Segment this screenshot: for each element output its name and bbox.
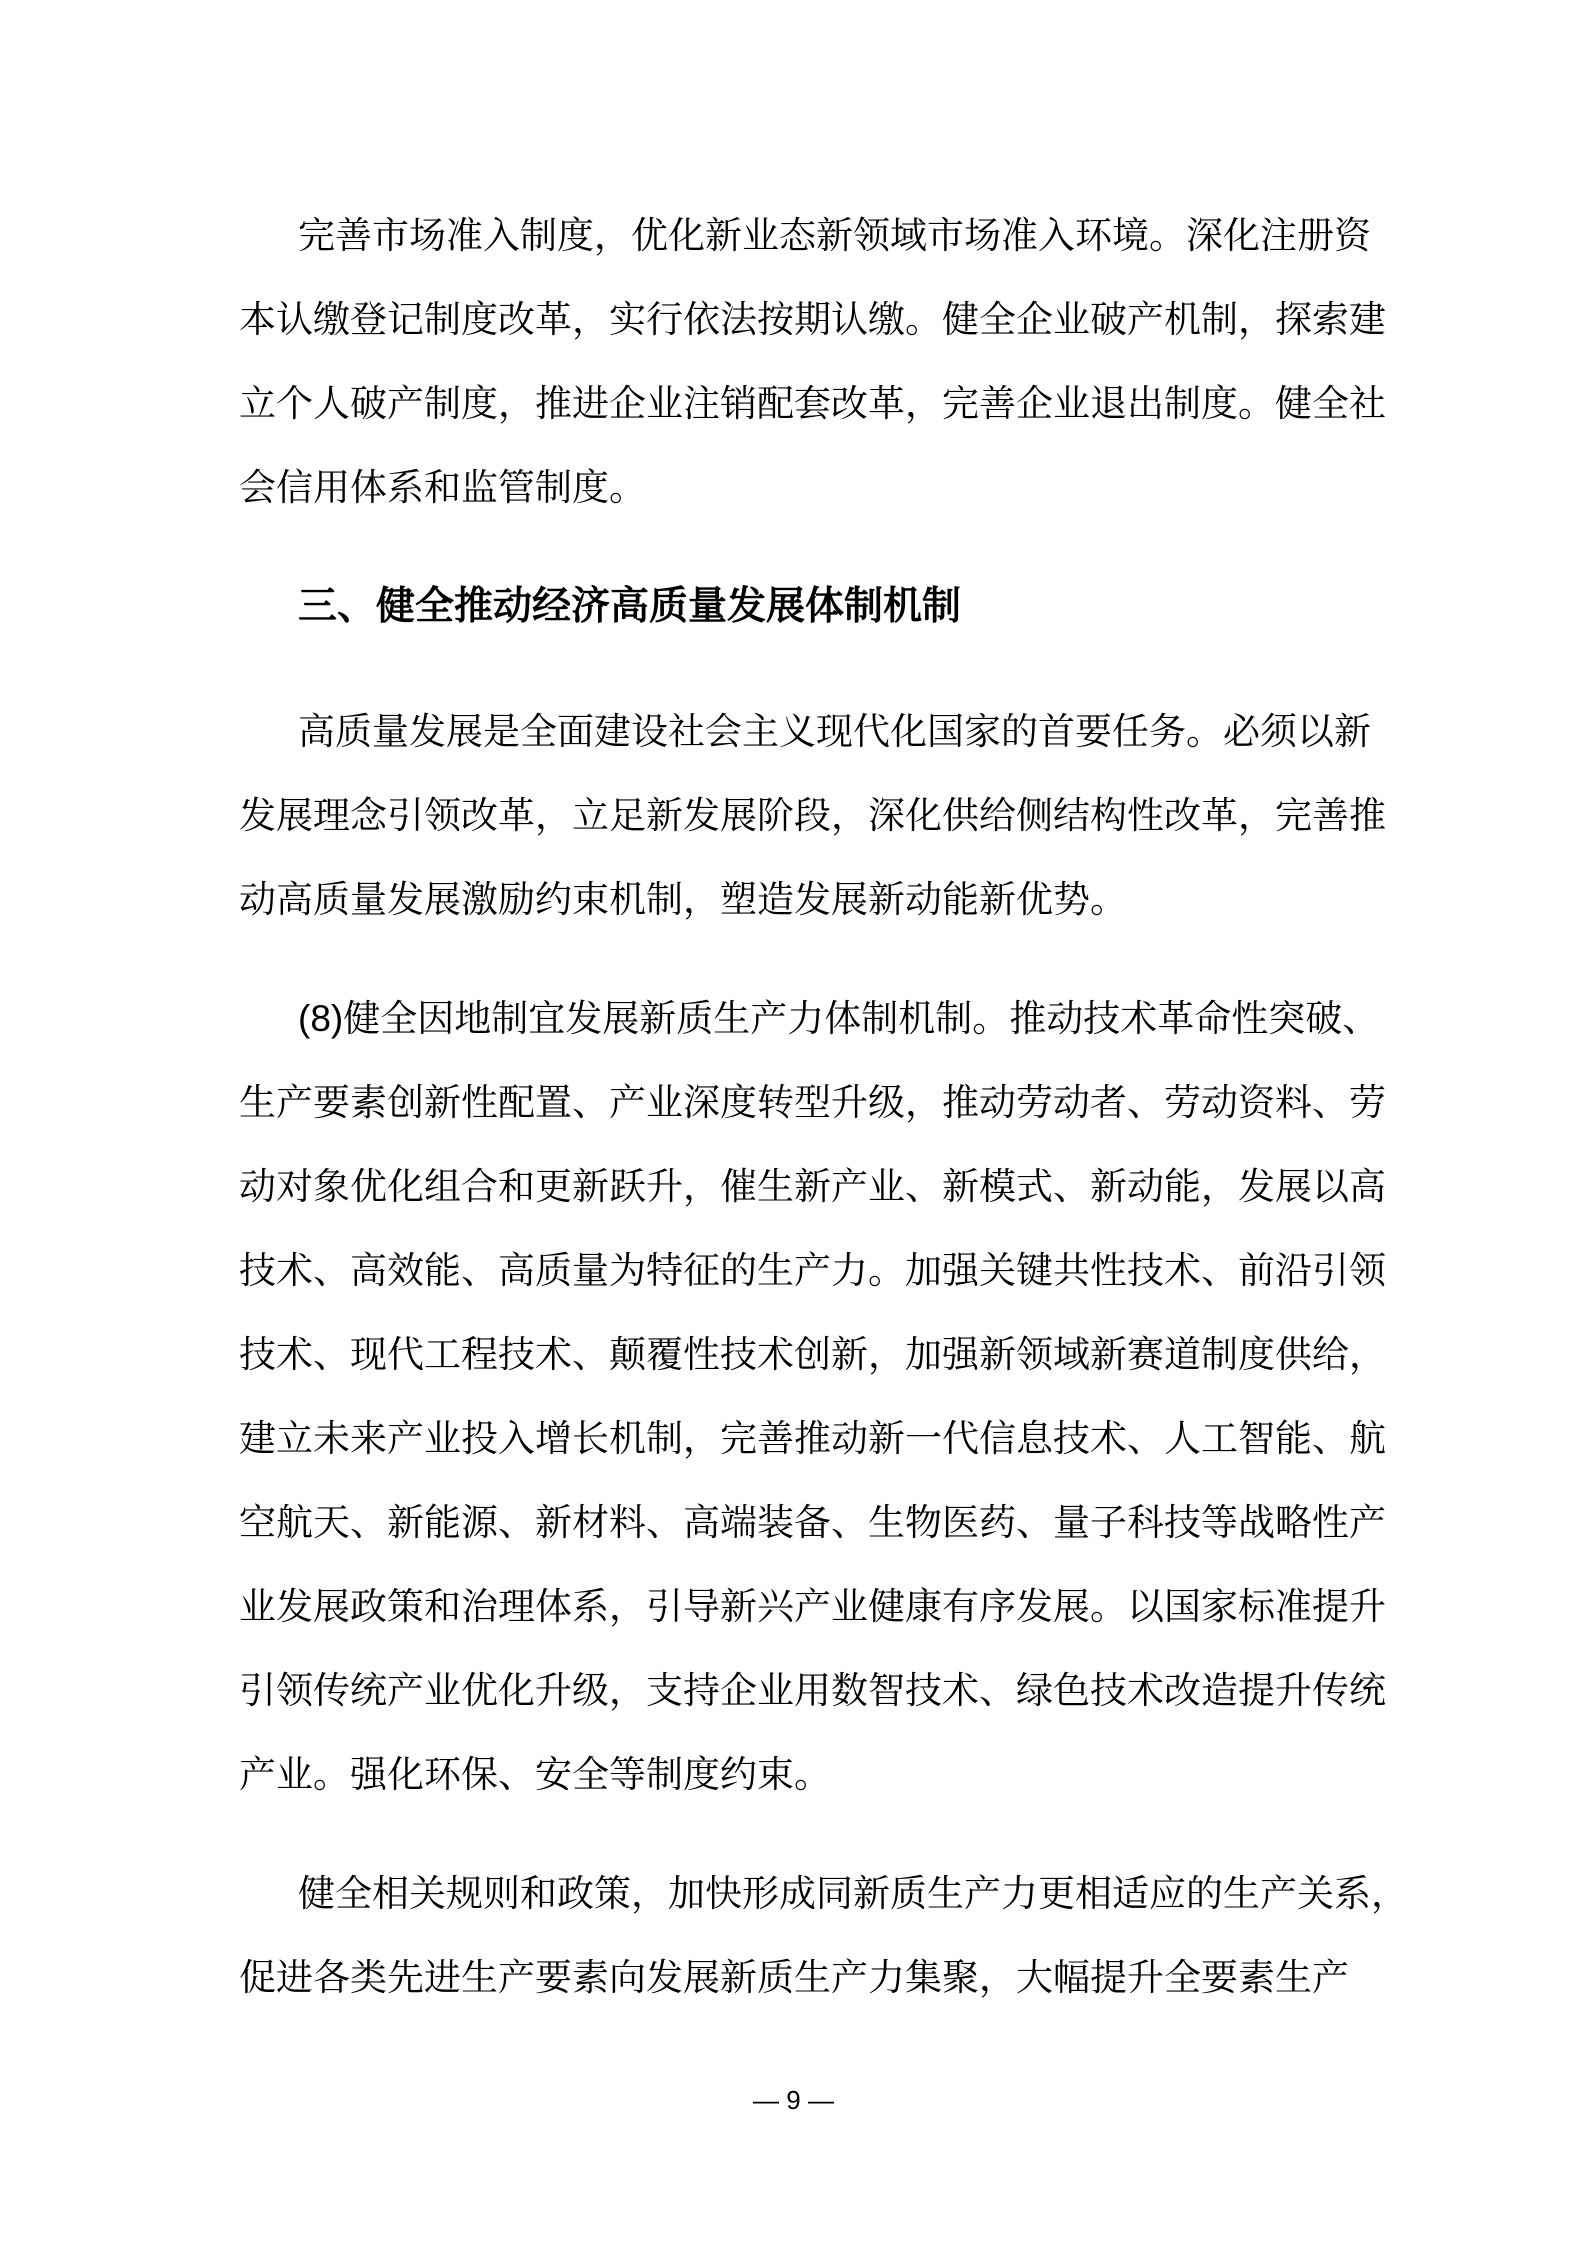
document-body xyxy=(239,194,1408,2020)
text-line: 发展理念引领改革，立足新发展阶段，深化供给侧结构性改革，完善推 xyxy=(239,795,1386,836)
paragraph xyxy=(239,194,1386,530)
paragraph xyxy=(239,690,1386,942)
text-line: 立个人破产制度，推进企业注销配套改革，完善企业退出制度。健全社 xyxy=(239,383,1386,424)
page-number: — 9 — xyxy=(753,2085,834,2115)
text-line: 完善市场准入制度，优化新业态新领域市场准入环境。深化注册资 xyxy=(298,215,1371,256)
text-line: 技术、高效能、高质量为特征的生产力。加强关键共性技术、前沿引领 xyxy=(239,1250,1386,1291)
text-line: 生产要素创新性配置、产业深度转型升级，推动劳动者、劳动资料、劳 xyxy=(239,1082,1386,1123)
text-line: 动对象优化组合和更新跃升，催生新产业、新模式、新动能，发展以高 xyxy=(239,1166,1386,1207)
text-line: 产业。强化环保、安全等制度约束。 xyxy=(239,1754,831,1795)
text-line: (8)健全因地制宜发展新质生产力体制机制。推动技术革命性突破、 xyxy=(298,998,1380,1039)
section-heading: 三、健全推动经济高质量发展体制机制 xyxy=(298,585,962,628)
text-line: 空航天、新能源、新材料、高端装备、生物医药、量子科技等战略性产 xyxy=(239,1502,1386,1543)
text-line: 技术、现代工程技术、颠覆性技术创新，加强新领域新赛道制度供给， xyxy=(239,1334,1386,1375)
text-line: 建立未来产业投入增长机制，完善推动新一代信息技术、人工智能、航 xyxy=(239,1418,1386,1459)
text-line: 业发展政策和治理体系，引导新兴产业健康有序发展。以国家标准提升 xyxy=(239,1586,1386,1627)
text-line: 引领传统产业优化升级，支持企业用数智技术、绿色技术改造提升传统 xyxy=(239,1670,1386,1711)
paragraph xyxy=(239,977,1386,1817)
text-line: 本认缴登记制度改革，实行依法按期认缴。健全企业破产机制，探索建 xyxy=(239,299,1386,340)
paragraph xyxy=(239,1852,1408,2020)
text-line: 促进各类先进生产要素向发展新质生产力集聚，大幅提升全要素生产 xyxy=(239,1957,1349,1998)
text-line: 会信用体系和监管制度。 xyxy=(239,467,646,508)
text-line: 高质量发展是全面建设社会主义现代化国家的首要任务。必须以新 xyxy=(298,711,1371,752)
text-line: 健全相关规则和政策，加快形成同新质生产力更相适应的生产关系， xyxy=(298,1873,1408,1914)
text-line: 动高质量发展激励约束机制，塑造发展新动能新优势。 xyxy=(239,879,1127,920)
